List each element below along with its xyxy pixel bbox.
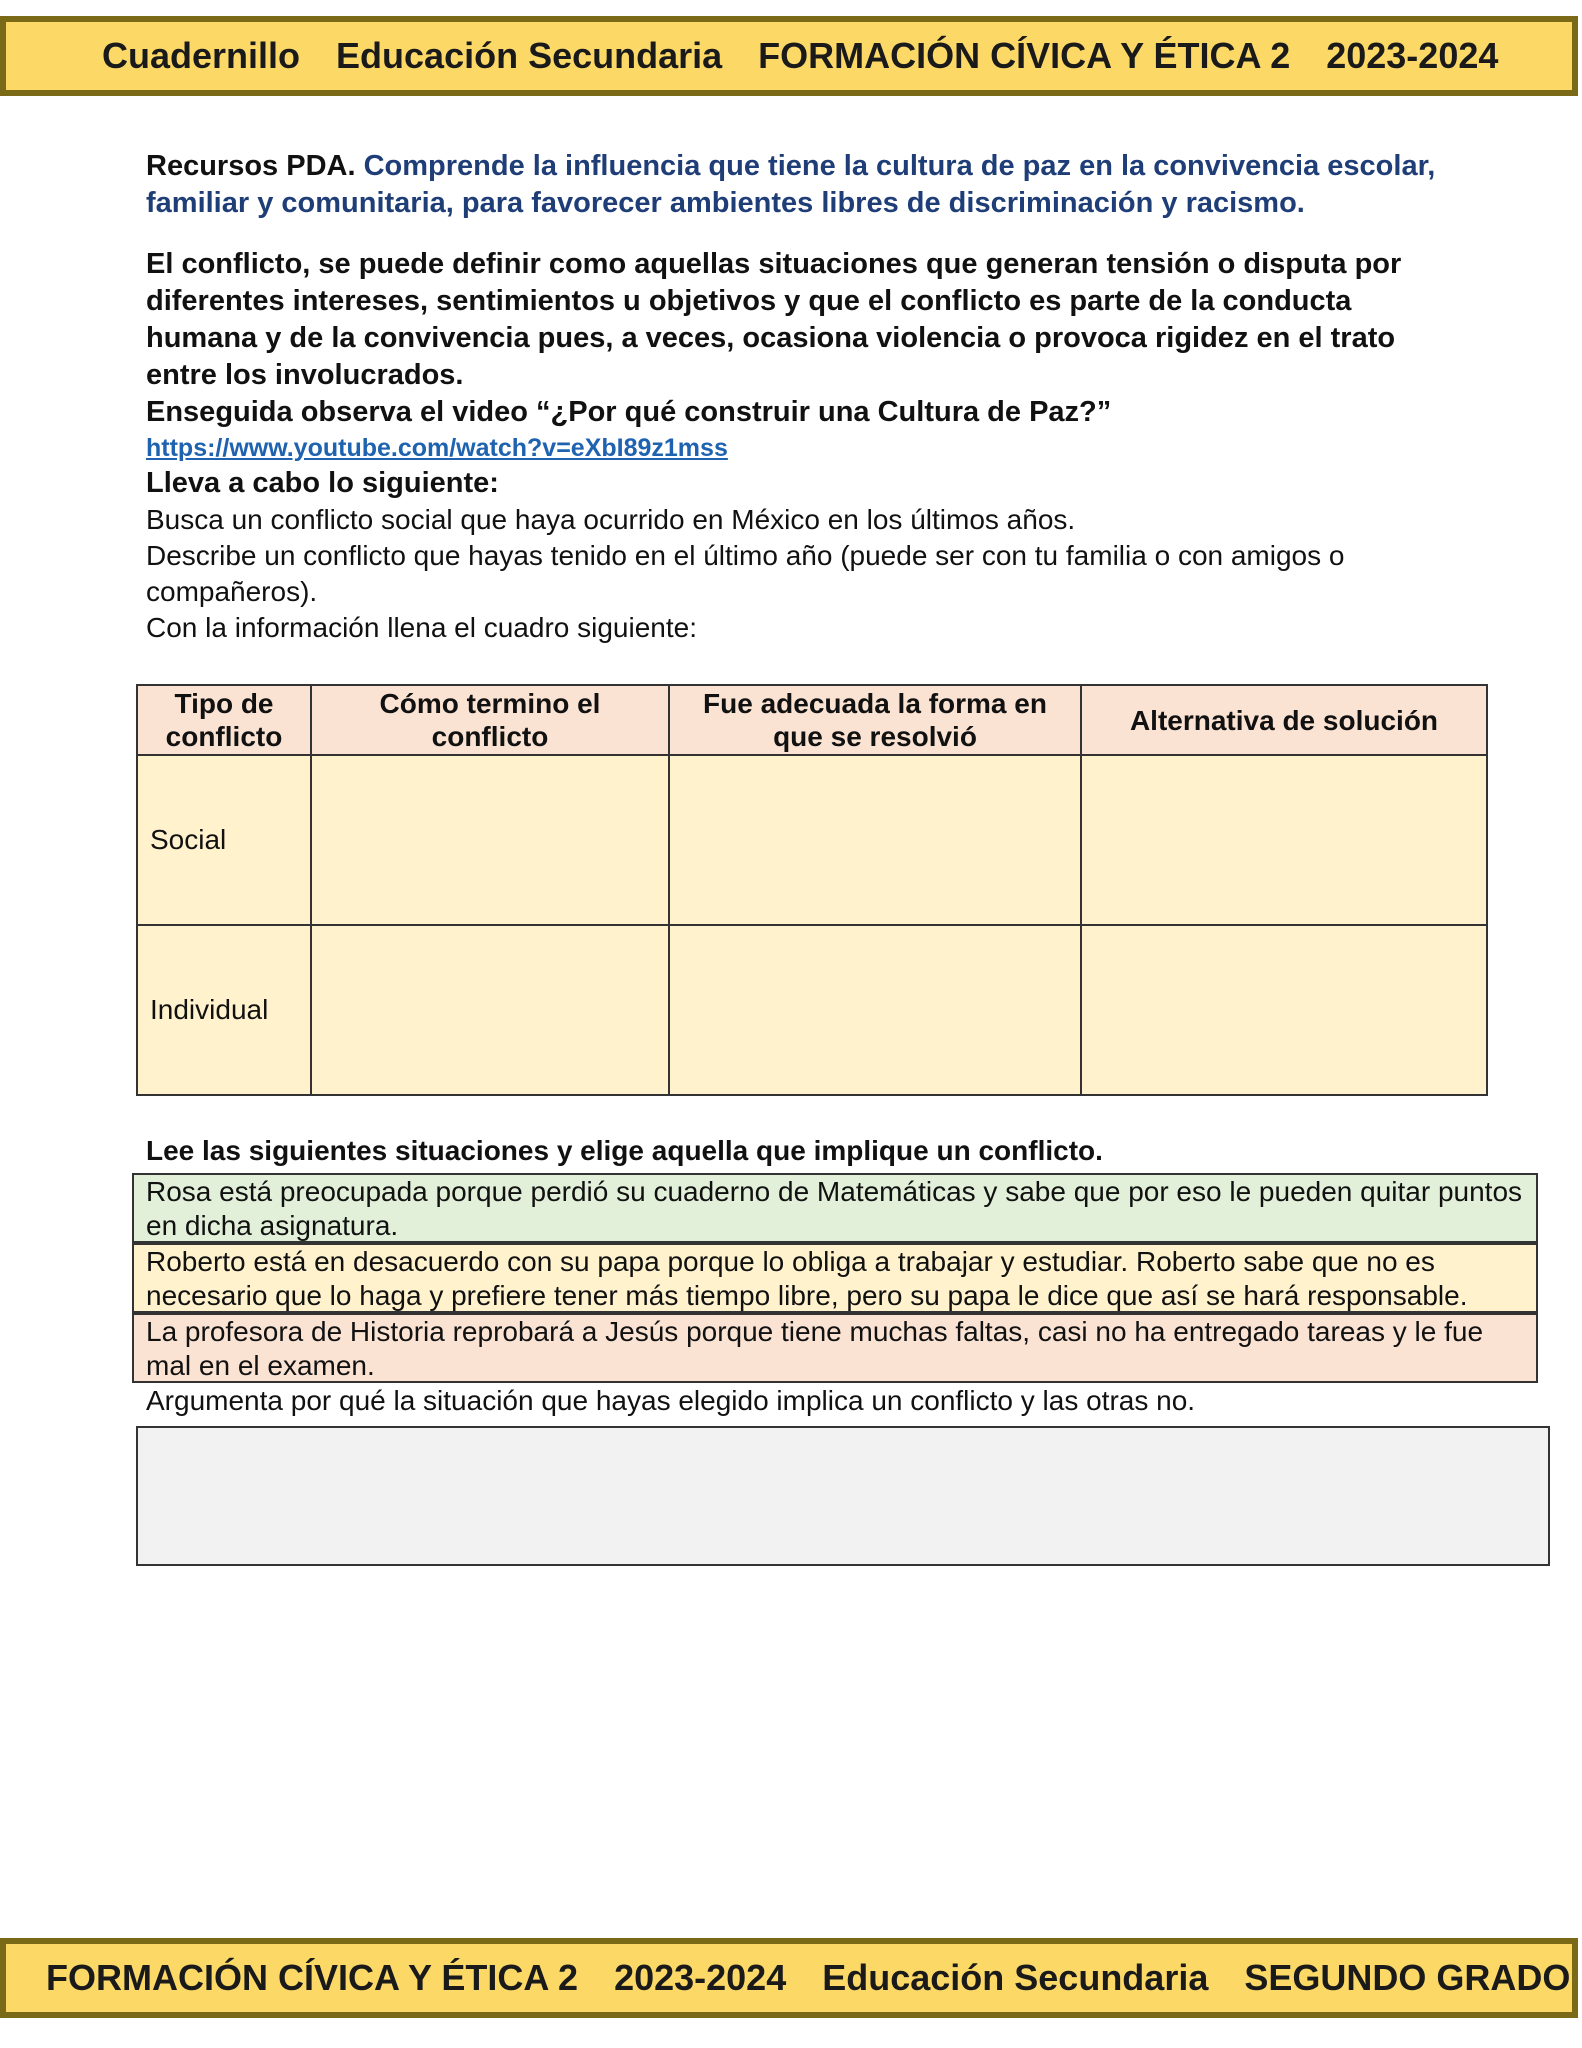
intro-paragraph: El conflicto, se puede definir como aquellas situaciones que generan tensión o disputa por diferentes intereses, sentimientos u objetivos y que el conflicto es parte de la conducta humana y de la convivencia pues, a veces, ocasiona violencia o provoca rigidez en el trato entre los involucrados.	[146, 248, 1402, 391]
table-header-row	[137, 685, 1487, 755]
situations-title: Lee las siguientes situaciones y elige aquella que implique un conflicto.	[146, 1135, 1103, 1166]
table-row	[137, 925, 1487, 1095]
table-row	[137, 755, 1487, 925]
table-cell[interactable]	[311, 925, 669, 1095]
header-band	[0, 16, 1578, 96]
situation-option[interactable]: La profesora de Historia reprobará a Jesús porque tiene muchas faltas, casi no ha entregado tareas y le fue mal en el examen.	[132, 1313, 1538, 1383]
task-item: Busca un conflicto social que haya ocurrido en México en los últimos años.	[146, 504, 1076, 535]
situation-option[interactable]: Rosa está preocupada porque perdió su cuaderno de Matemáticas y sabe que por eso le pueden quitar puntos en dicha asignatura.	[132, 1173, 1538, 1243]
footer-item: SEGUNDO GRADO	[1244, 1957, 1571, 1998]
row-label: Individual	[137, 925, 311, 1095]
table-cell[interactable]	[311, 755, 669, 925]
header-item: Educación Secundaria	[336, 35, 723, 76]
footer-item: 2023-2024	[614, 1957, 787, 1998]
footer-item: FORMACIÓN CÍVICA Y ÉTICA 2	[46, 1957, 579, 1998]
table-cell[interactable]	[1081, 925, 1487, 1095]
column-header: Tipo de conflicto	[137, 685, 311, 755]
column-header: Cómo termino el conflicto	[311, 685, 669, 755]
conflict-table	[136, 684, 1488, 1096]
pda-label: Recursos PDA.	[146, 150, 356, 182]
answer-box[interactable]	[136, 1426, 1550, 1566]
header-item: FORMACIÓN CÍVICA Y ÉTICA 2	[758, 35, 1291, 76]
table-cell[interactable]	[669, 925, 1081, 1095]
footer-item: Educación Secundaria	[822, 1957, 1209, 1998]
footer-band	[0, 1938, 1578, 2018]
task-item: Describe un conflicto que hayas tenido en el último año (puede ser con tu familia o con amigos o compañeros).	[146, 540, 1345, 607]
column-header: Fue adecuada la forma en que se resolvió	[669, 685, 1081, 755]
video-instruction: Enseguida observa el video “¿Por qué construir una Cultura de Paz?”	[146, 396, 1112, 428]
pda-text: Comprende la influencia que tiene la cultura de paz en la convivencia escolar, familiar y comunitaria, para favorecer ambientes libres de discriminación y racismo.	[146, 150, 1436, 219]
header-item: Cuadernillo	[102, 35, 301, 76]
video-link[interactable]: https://www.youtube.com/watch?v=eXbI89z1mss	[146, 434, 728, 462]
task-item: Con la información llena el cuadro siguiente:	[146, 612, 697, 643]
main-content	[146, 148, 1466, 646]
situation-option[interactable]: Roberto está en desacuerdo con su papa porque lo obliga a trabajar y estudiar. Roberto sabe que no es necesario que lo haga y prefiere tener más tiempo libre, pero su papa le dice que así se hará responsable.	[132, 1243, 1538, 1313]
table-cell[interactable]	[669, 755, 1081, 925]
pda-paragraph	[146, 148, 1466, 222]
header-item: 2023-2024	[1326, 35, 1499, 76]
task-heading: Lleva a cabo lo siguiente:	[146, 467, 499, 499]
column-header: Alternativa de solución	[1081, 685, 1487, 755]
row-label: Social	[137, 755, 311, 925]
argument-prompt: Argumenta por qué la situación que hayas elegido implica un conflicto y las otras no.	[146, 1385, 1196, 1416]
table-cell[interactable]	[1081, 755, 1487, 925]
